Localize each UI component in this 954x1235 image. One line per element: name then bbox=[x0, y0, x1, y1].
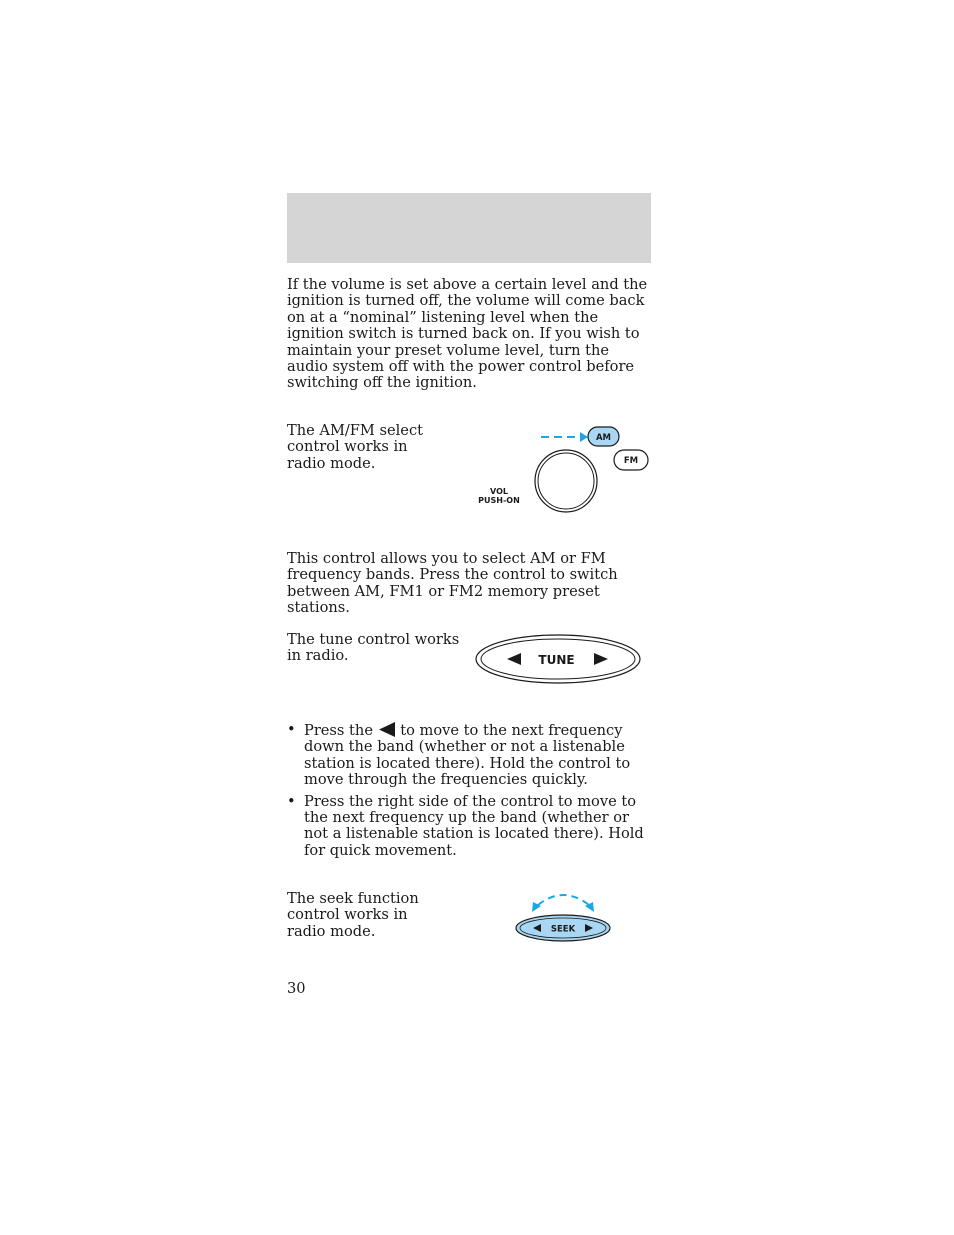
bullet-1-lead: Press the bbox=[304, 722, 373, 739]
left-arrow-icon bbox=[378, 722, 396, 737]
seek-label: SEEK bbox=[550, 924, 576, 935]
amfm-control-illustration bbox=[470, 420, 660, 520]
arrow-right-icon bbox=[580, 432, 588, 442]
push-on-label: PUSH-ON bbox=[478, 496, 520, 505]
bullet-2-text: Press the right side of the control to move to the next frequency up the band (whether or not a listenable station is located there). Hold for quick movement. bbox=[304, 792, 644, 859]
bullet-icon: • bbox=[287, 721, 296, 738]
tune-caption: The tune control works in radio. bbox=[287, 631, 460, 665]
page-number: 30 bbox=[287, 980, 306, 997]
fm-button-label: FM bbox=[623, 456, 639, 466]
am-button-label: AM bbox=[595, 433, 612, 443]
bullet-icon: • bbox=[287, 792, 296, 810]
tune-control-illustration bbox=[470, 630, 650, 690]
vol-label: VOL bbox=[490, 487, 508, 496]
seek-dashed-arc bbox=[538, 895, 589, 905]
volume-knob-outer[interactable] bbox=[535, 450, 597, 512]
seek-control-illustration bbox=[510, 888, 620, 948]
amfm-paragraph: This control allows you to select AM or FM frequency bands. Press the control to switch between AM, FM1 or FM2 memory preset stations. bbox=[287, 550, 618, 617]
tune-label: TUNE bbox=[538, 653, 575, 667]
list-item bbox=[287, 794, 651, 860]
amfm-caption: The AM/FM select control works in radio mode. bbox=[287, 422, 423, 472]
volume-paragraph: If the volume is set above a certain level and the ignition is turned off, the volume will come back on at a “nominal” listening level when the ignition switch is turned back on. If you wish to maintain your preset volume level, turn the audio system off with the power control before switching off the ignition. bbox=[287, 276, 648, 392]
section-header-band bbox=[287, 193, 651, 263]
tune-instructions-list bbox=[287, 722, 651, 864]
bullet-1-text: to move to the next frequency down the band (whether or not a listenable station is located there). Hold the control to move through the frequencies quickly. bbox=[304, 722, 631, 789]
list-item bbox=[287, 722, 651, 789]
seek-caption: The seek function control works in radio mode. bbox=[287, 890, 419, 940]
